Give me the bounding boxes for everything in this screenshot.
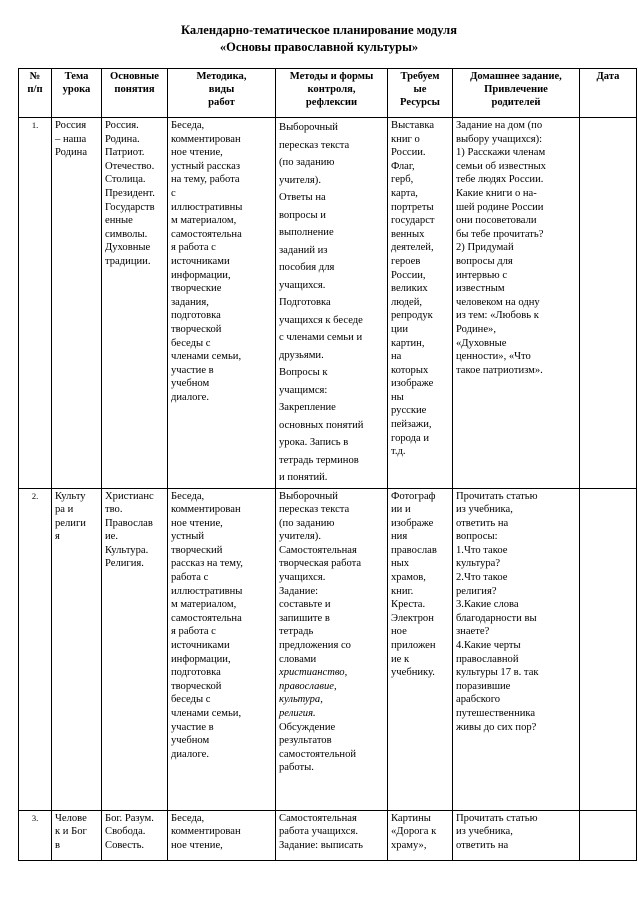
cell-line: Беседа,: [171, 812, 205, 824]
cell-line: к и Бог: [55, 826, 87, 838]
cell-line: иллюстративны: [171, 585, 243, 597]
concepts-cell: [102, 488, 168, 810]
cell-line: Картины: [391, 812, 431, 824]
cell-line: учебном: [171, 378, 210, 390]
cell-line: (по заданию: [279, 157, 335, 168]
cell-line: в: [55, 839, 61, 851]
cell-line: Президент.: [105, 187, 155, 199]
cell-line: храму»,: [391, 839, 427, 851]
cell-line: Какие книги о на-: [456, 187, 537, 199]
cell-line: такое патриотизм».: [456, 364, 543, 376]
cell-line: Религия.: [105, 558, 144, 570]
cell-line: результатов: [279, 735, 332, 747]
cell-line: устный: [171, 531, 205, 543]
method-cell: [168, 810, 276, 860]
cell-line: венных: [391, 228, 425, 240]
cell-line: информации,: [171, 269, 231, 281]
planning-table: [18, 68, 637, 861]
cell-line: традиции.: [105, 255, 151, 267]
control-cell: [276, 118, 388, 489]
homework-cell: [453, 810, 580, 860]
cell-line: ра и: [55, 504, 74, 516]
cell-line: – наша: [55, 133, 87, 145]
cell-line: Россия: [55, 120, 87, 131]
document-title: [0, 22, 638, 56]
cell-line: тво.: [105, 504, 123, 516]
cell-line: Отечество.: [105, 160, 155, 172]
cell-line: ное чтение,: [171, 147, 223, 159]
topic-cell: [52, 810, 102, 860]
cell-line: живы до сих пор?: [456, 721, 537, 733]
cell-line: ответить на: [456, 517, 509, 529]
header-method: Методика, виды работ: [168, 69, 276, 118]
resources-cell: [388, 488, 453, 810]
cell-line: ное чтение,: [171, 517, 223, 529]
cell-line: культуры 17 в. так: [456, 667, 539, 679]
cell-line: и понятий.: [279, 472, 328, 483]
cell-line: (по заданию: [279, 517, 335, 529]
header-control: Методы и формы контроля, рефлексии: [276, 69, 388, 118]
cell-line: русские: [391, 405, 427, 417]
cell-line: религия?: [456, 585, 497, 597]
concepts-cell: [102, 118, 168, 489]
cell-line: Вопросы к: [279, 367, 328, 378]
cell-line: православие,: [279, 680, 337, 692]
cell-line: Обсуждение: [279, 721, 336, 733]
cell-line: творческая работа: [279, 558, 362, 570]
cell-line: источниками: [171, 640, 230, 652]
cell-line: запишите в: [279, 612, 330, 624]
cell-line: урока. Запись в: [279, 437, 349, 448]
cell-line: я: [55, 531, 60, 543]
cell-line: приложен: [391, 640, 436, 652]
cell-line: из учебника,: [456, 826, 513, 838]
cell-line: Культу: [55, 490, 86, 502]
topic-cell: [52, 118, 102, 489]
cell-line: вопросы:: [456, 531, 498, 543]
cell-line: Выборочный: [279, 122, 338, 133]
cell-line: героев: [391, 255, 421, 267]
header-row: [19, 69, 637, 118]
cell-line: источниками: [171, 255, 230, 267]
topic-cell: [52, 488, 102, 810]
cell-line: работы.: [279, 762, 314, 774]
cell-line: изображе: [391, 378, 434, 390]
header-homework: Домашнее задание, Привлечение родителей: [453, 69, 580, 118]
cell-line: 1) Расскажи членам: [456, 147, 546, 159]
cell-line: ии и: [391, 504, 411, 516]
cell-line: арабского: [456, 694, 501, 706]
cell-line: рассказ на тему,: [171, 558, 243, 570]
cell-line: выполнение: [279, 227, 334, 238]
cell-line: интервью с: [456, 269, 508, 281]
cell-line: Культура.: [105, 544, 149, 556]
cell-line: тебе людях России.: [456, 174, 544, 186]
cell-line: карта,: [391, 187, 418, 199]
cell-line: я работа с: [171, 626, 216, 638]
cell-line: путешественника: [456, 708, 536, 719]
cell-line: Россия.: [105, 120, 139, 131]
cell-line: участие в: [171, 721, 214, 733]
cell-line: подготовка: [171, 667, 221, 679]
cell-line: Подготовка: [279, 297, 331, 308]
cell-line: вопросы и: [279, 209, 326, 221]
header-resources: Требуем ые Ресурсы: [388, 69, 453, 118]
cell-line: учащимся:: [279, 384, 328, 396]
cell-line: ны: [391, 391, 404, 403]
cell-line: пособия для: [279, 262, 335, 273]
cell-line: христианство,: [279, 667, 348, 679]
cell-line: пересказ текста: [279, 139, 350, 151]
cell-line: государст: [391, 215, 435, 227]
cell-line: вопросы для: [456, 255, 513, 267]
cell-line: учащихся к беседе: [279, 314, 363, 326]
cell-line: беседы с: [171, 337, 211, 349]
resources-cell: [388, 118, 453, 489]
cell-line: из учебника,: [456, 504, 513, 516]
cell-line: Беседа,: [171, 490, 205, 502]
cell-line: творческой: [171, 680, 222, 692]
cell-line: учителя).: [279, 174, 321, 186]
cell-line: диалоге.: [171, 748, 209, 760]
cell-line: м материалом,: [171, 215, 237, 227]
cell-line: Флаг,: [391, 160, 415, 172]
cell-line: знаете?: [456, 626, 490, 638]
row-number: 3.: [19, 810, 52, 860]
cell-line: 1.Что такое: [456, 544, 508, 556]
control-cell: [276, 810, 388, 860]
cell-line: благодарности вы: [456, 612, 537, 624]
title-line-1: Календарно-тематическое планирование модуля: [181, 23, 457, 37]
cell-line: Самостоятельная: [279, 812, 357, 824]
cell-line: ных: [391, 558, 410, 570]
cell-line: Государств: [105, 201, 155, 213]
cell-line: книг.: [391, 585, 414, 597]
cell-line: ие к: [391, 653, 410, 665]
cell-line: задания,: [171, 296, 209, 308]
cell-line: Задание: выписать: [279, 839, 363, 851]
date-cell: [580, 488, 637, 810]
cell-line: Ответы на: [279, 192, 326, 203]
cell-line: известным: [456, 283, 505, 295]
cell-line: они посоветовали: [456, 215, 537, 227]
cell-line: предложения со: [279, 640, 351, 652]
cell-line: с: [171, 187, 176, 199]
cell-line: Фотограф: [391, 490, 436, 502]
cell-line: самостоятельна: [171, 612, 242, 624]
cell-line: Закрепление: [279, 402, 336, 413]
cell-line: которых: [391, 364, 429, 376]
cell-line: Патриот.: [105, 147, 145, 159]
homework-cell: [453, 118, 580, 489]
cell-line: самостоятельной: [279, 748, 357, 760]
header-num: № п/п: [19, 69, 52, 118]
cell-line: 2) Придумай: [456, 242, 514, 254]
homework-cell: [453, 488, 580, 810]
cell-line: ценности», «Что: [456, 351, 531, 363]
cell-line: членами семьи,: [171, 708, 242, 719]
table-row: [19, 118, 637, 489]
cell-line: Родине»,: [456, 323, 496, 335]
cell-line: культура,: [279, 694, 323, 706]
cell-line: тетрадь: [279, 626, 314, 638]
table-row: [19, 810, 637, 860]
cell-line: творческие: [171, 283, 222, 295]
cell-line: учителя).: [279, 531, 321, 543]
cell-line: учащихся.: [279, 572, 326, 584]
cell-line: православной: [456, 653, 519, 665]
resources-cell: [388, 810, 453, 860]
cell-line: основных понятий: [279, 419, 364, 431]
cell-line: культура?: [456, 558, 501, 570]
cell-line: Креста.: [391, 599, 426, 611]
cell-line: участие в: [171, 364, 214, 376]
cell-line: храмов,: [391, 572, 426, 584]
cell-line: Челове: [55, 812, 87, 824]
cell-line: православ: [391, 544, 437, 556]
cell-line: Бог. Разум.: [105, 812, 154, 824]
method-cell: [168, 488, 276, 810]
header-topic: Тема урока: [52, 69, 102, 118]
cell-line: комментирован: [171, 826, 241, 838]
cell-line: картин,: [391, 337, 425, 349]
cell-line: религи: [55, 517, 86, 529]
cell-line: 2.Что такое: [456, 572, 508, 584]
row-number: 2.: [19, 488, 52, 810]
control-cell: [276, 488, 388, 810]
cell-line: Беседа,: [171, 120, 205, 131]
cell-line: комментирован: [171, 504, 241, 516]
cell-line: шей родине России: [456, 201, 544, 213]
cell-line: великих: [391, 283, 428, 295]
method-cell: [168, 118, 276, 489]
cell-line: учащихся.: [279, 279, 326, 291]
cell-line: портреты: [391, 201, 434, 213]
title-line-2: «Основы православной культуры»: [219, 40, 419, 54]
cell-line: заданий из: [279, 244, 328, 256]
cell-line: деятелей,: [391, 242, 434, 254]
cell-line: иллюстративны: [171, 201, 243, 213]
cell-line: информации,: [171, 653, 231, 665]
cell-line: Самостоятельная: [279, 544, 357, 556]
header-concepts: Основные понятия: [102, 69, 168, 118]
cell-line: ответить на: [456, 839, 509, 851]
table-row: [19, 488, 637, 810]
cell-line: словами: [279, 653, 317, 665]
cell-line: диалоге.: [171, 391, 209, 403]
cell-line: 4.Какие черты: [456, 640, 521, 652]
cell-line: енные: [105, 215, 133, 227]
cell-line: м материалом,: [171, 599, 237, 611]
cell-line: ное: [391, 626, 407, 638]
date-cell: [580, 810, 637, 860]
italic-terms: [279, 666, 384, 720]
cell-line: членами семьи,: [171, 351, 242, 363]
cell-line: работа с: [171, 572, 209, 584]
cell-line: Родина.: [105, 133, 140, 145]
cell-line: друзьями.: [279, 349, 324, 361]
cell-line: составьте и: [279, 599, 331, 611]
cell-line: Электрон: [391, 612, 434, 624]
cell-line: Христианс: [105, 490, 154, 502]
cell-line: Столица.: [105, 174, 146, 186]
cell-line: Прочитать статью: [456, 490, 538, 502]
cell-line: репродук: [391, 310, 433, 322]
cell-line: тетрадь терминов: [279, 454, 359, 466]
cell-line: семьи об известных: [456, 160, 546, 172]
cell-line: герб,: [391, 174, 414, 186]
cell-line: т.д.: [391, 446, 406, 458]
cell-line: поразившие: [456, 680, 511, 692]
cell-line: ное чтение,: [171, 839, 223, 851]
cell-line: я работа с: [171, 242, 216, 254]
cell-line: Выборочный: [279, 490, 338, 502]
cell-line: Свобода.: [105, 826, 146, 838]
cell-line: подготовка: [171, 310, 221, 322]
row-number: 1.: [19, 118, 52, 489]
cell-line: Выставка: [391, 120, 435, 131]
cell-line: пересказ текста: [279, 504, 350, 516]
cell-line: из тем: «Любовь к: [456, 310, 539, 322]
cell-line: творческой: [171, 323, 222, 335]
cell-line: учебнику.: [391, 667, 435, 679]
cell-line: на тему, работа: [171, 174, 240, 186]
cell-line: России,: [391, 269, 426, 281]
header-date: Дата: [580, 69, 637, 118]
cell-line: пейзажи,: [391, 419, 432, 431]
cell-line: Задание:: [279, 585, 319, 597]
cell-line: устный рассказ: [171, 160, 241, 172]
cell-line: на: [391, 351, 402, 363]
cell-line: выбору учащихся):: [456, 133, 543, 145]
cell-line: книг о: [391, 133, 420, 145]
cell-line: работа учащихся.: [279, 826, 359, 838]
cell-line: учебном: [171, 735, 210, 747]
cell-line: религия.: [279, 708, 316, 719]
cell-line: изображе: [391, 517, 434, 529]
cell-line: Православ: [105, 517, 153, 529]
cell-line: комментирован: [171, 133, 241, 145]
cell-line: Прочитать статью: [456, 812, 538, 824]
date-cell: [580, 118, 637, 489]
concepts-cell: [102, 810, 168, 860]
cell-line: Задание на дом (по: [456, 120, 543, 131]
cell-line: 3.Какие слова: [456, 599, 519, 611]
cell-line: «Дорога к: [391, 826, 437, 838]
cell-line: самостоятельна: [171, 228, 242, 240]
cell-line: ния: [391, 531, 408, 543]
cell-line: России.: [391, 147, 426, 159]
cell-line: Духовные: [105, 242, 151, 254]
cell-line: с членами семьи и: [279, 332, 363, 343]
cell-line: людей,: [391, 296, 423, 308]
cell-line: творческий: [171, 544, 223, 556]
cell-line: ие.: [105, 531, 119, 543]
cell-line: города и: [391, 432, 430, 444]
cell-line: Родина: [55, 147, 88, 159]
cell-line: человеком на одну: [456, 296, 540, 308]
cell-line: беседы с: [171, 694, 211, 706]
cell-line: «Духовные: [456, 337, 507, 349]
cell-line: бы тебе прочитать?: [456, 228, 544, 240]
cell-line: ции: [391, 323, 409, 335]
cell-line: символы.: [105, 228, 148, 240]
cell-line: Совесть.: [105, 839, 145, 851]
